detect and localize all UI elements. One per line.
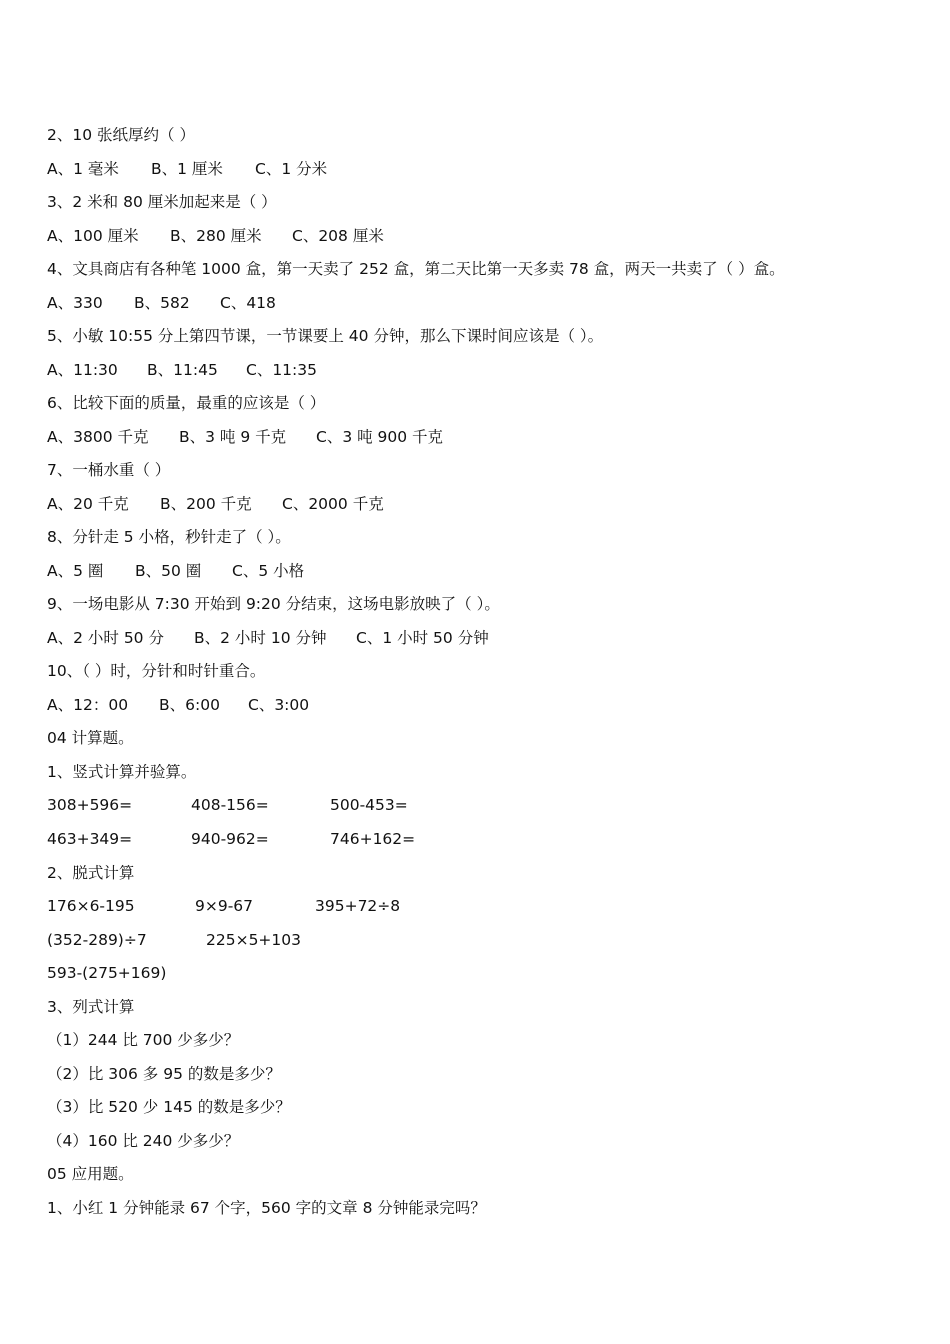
- expression: 463+349=: [47, 830, 133, 848]
- option-a: A、20 千克: [47, 495, 129, 513]
- option-b: B、1 厘米: [151, 160, 223, 178]
- question-10: 10、（ ）时，分针和时针重合。: [47, 662, 266, 680]
- option-b: B、11:45: [147, 361, 218, 379]
- option-c: C、1 分米: [255, 160, 328, 178]
- subsection-title: 3、列式计算: [47, 998, 135, 1016]
- option-c: C、1 小时 50 分钟: [356, 629, 489, 647]
- question-2: 2、10 张纸厚约（ ）: [47, 126, 195, 144]
- expression: 225×5+103: [206, 931, 302, 949]
- expression: 176×6-195: [47, 897, 135, 915]
- word-problem: 1、小红 1 分钟能录 67 个字，560 字的文章 8 分钟能录完吗？: [47, 1199, 486, 1217]
- expression: 395+72÷8: [315, 897, 401, 915]
- option-c: C、11:35: [246, 361, 317, 379]
- question-9-options: [47, 626, 927, 650]
- option-a: A、5 圈: [47, 562, 104, 580]
- question-7-options: [47, 492, 927, 516]
- question-8: 8、分针走 5 小格，秒针走了（ ）。: [47, 528, 291, 546]
- question-7: 7、一桶水重（ ）: [47, 461, 171, 479]
- expression: 746+162=: [330, 830, 416, 848]
- expression: 500-453=: [330, 796, 408, 814]
- option-a: A、1 毫米: [47, 160, 119, 178]
- calculation-row: [47, 827, 927, 851]
- calculation-row: [47, 793, 927, 817]
- subsection-title: 2、脱式计算: [47, 864, 135, 882]
- section-title: 04 计算题。: [47, 729, 134, 747]
- option-b: B、2 小时 10 分钟: [194, 629, 327, 647]
- option-a: A、11:30: [47, 361, 118, 379]
- option-a: A、100 厘米: [47, 227, 139, 245]
- question-3: 3、2 米和 80 厘米加起来是（ ）: [47, 193, 277, 211]
- calculation-row: [47, 894, 927, 918]
- option-b: B、6:00: [159, 696, 220, 714]
- question-4-options: [47, 291, 927, 315]
- expression: 593-(275+169): [47, 964, 167, 982]
- question-10-options: [47, 693, 927, 717]
- question-5-options: [47, 358, 927, 382]
- option-c: C、3:00: [248, 696, 310, 714]
- option-c: C、2000 千克: [282, 495, 384, 513]
- option-a: A、2 小时 50 分: [47, 629, 164, 647]
- option-b: B、3 吨 9 千克: [179, 428, 287, 446]
- expression: 308+596=: [47, 796, 133, 814]
- option-b: B、280 厘米: [170, 227, 262, 245]
- option-b: B、50 圈: [135, 562, 202, 580]
- question-8-options: [47, 559, 927, 583]
- option-c: C、208 厘米: [292, 227, 384, 245]
- expression: (352-289)÷7: [47, 931, 147, 949]
- calculation-row: [47, 961, 927, 985]
- question-9: 9、一场电影从 7:30 开始到 9:20 分结束，这场电影放映了（ ）。: [47, 595, 500, 613]
- option-c: C、5 小格: [232, 562, 305, 580]
- section-title: 05 应用题。: [47, 1165, 134, 1183]
- formula-item: （1）244 比 700 少多少？: [47, 1031, 240, 1049]
- option-c: C、3 吨 900 千克: [316, 428, 444, 446]
- option-a: A、330: [47, 294, 103, 312]
- option-b: B、200 千克: [160, 495, 252, 513]
- option-a: A、3800 千克: [47, 428, 149, 446]
- option-a: A、12：00: [47, 696, 129, 714]
- formula-item: （4）160 比 240 少多少？: [47, 1132, 240, 1150]
- expression: 408-156=: [191, 796, 269, 814]
- question-4: 4、文具商店有各种笔 1000 盒，第一天卖了 252 盒，第二天比第一天多卖 78 盒，两天一共卖了（ ）盒。: [47, 260, 785, 278]
- question-6: 6、比较下面的质量，最重的应该是（ ）: [47, 394, 326, 412]
- question-3-options: [47, 224, 927, 248]
- formula-item: （2）比 306 多 95 的数是多少？: [47, 1065, 281, 1083]
- option-c: C、418: [220, 294, 276, 312]
- calculation-row: [47, 928, 927, 952]
- option-b: B、582: [134, 294, 190, 312]
- question-5: 5、小敏 10:55 分上第四节课，一节课要上 40 分钟，那么下课时间应该是（ ）。: [47, 327, 604, 345]
- expression: 940-962=: [191, 830, 269, 848]
- question-6-options: [47, 425, 927, 449]
- subsection-title: 1、竖式计算并验算。: [47, 763, 197, 781]
- question-2-options: [47, 157, 927, 181]
- expression: 9×9-67: [195, 897, 254, 915]
- formula-item: （3）比 520 少 145 的数是多少？: [47, 1098, 291, 1116]
